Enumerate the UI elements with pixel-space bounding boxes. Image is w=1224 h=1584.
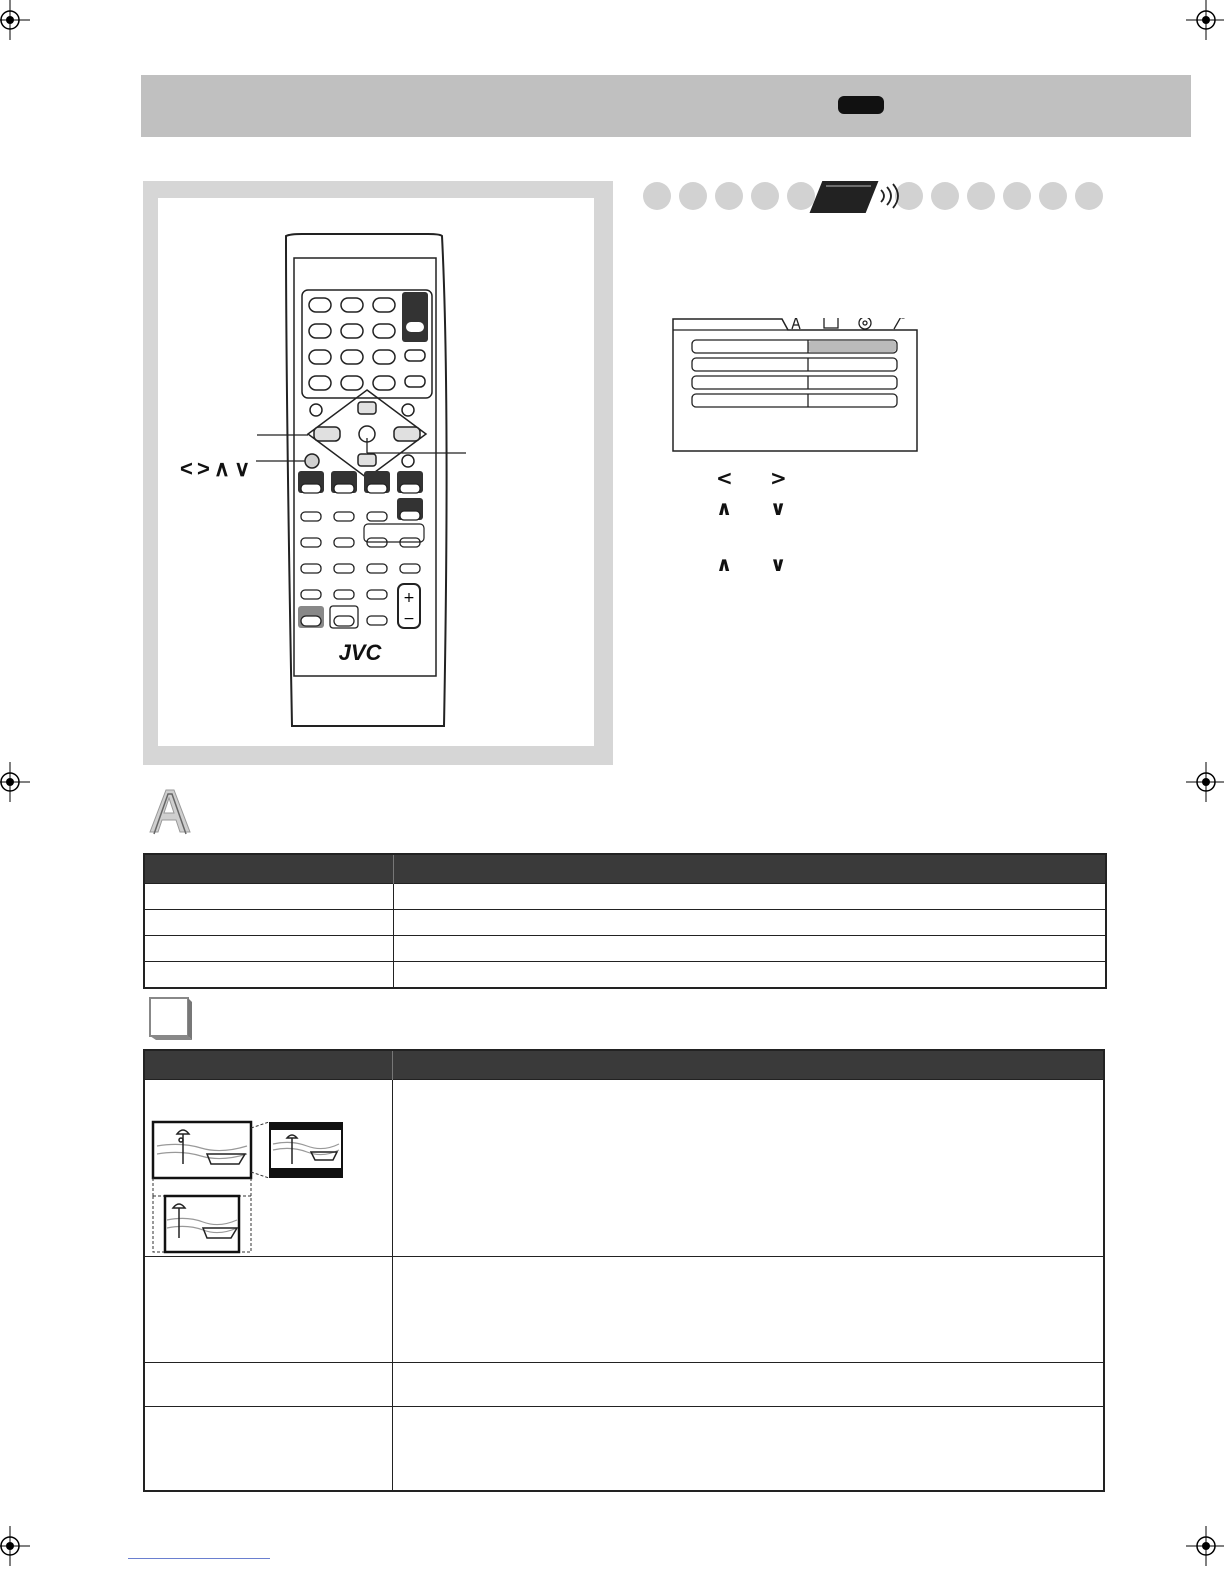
table-row — [144, 1080, 1104, 1257]
table-cell — [392, 1257, 1104, 1363]
table-row — [144, 936, 1106, 962]
step-bubble — [679, 182, 707, 210]
registration-mark-icon — [1186, 0, 1224, 40]
step-bubble — [1039, 182, 1067, 210]
table-row — [144, 1257, 1104, 1363]
progress-steps — [643, 182, 1113, 214]
table-cell — [393, 910, 1106, 936]
language-settings-table — [143, 853, 1107, 989]
table-row — [144, 910, 1106, 936]
step-bubble — [643, 182, 671, 210]
step-bubble — [715, 182, 743, 210]
registration-mark-icon — [0, 0, 30, 40]
remote-brand-logo: JVC — [338, 640, 382, 665]
registration-mark-icon — [1186, 762, 1224, 802]
table-row — [144, 1407, 1104, 1491]
left-arrow-icon: < — [716, 466, 733, 490]
table-row — [144, 884, 1106, 910]
table-cell — [144, 910, 393, 936]
table-cell — [144, 1363, 392, 1407]
right-arrow-icon: > — [770, 466, 787, 490]
up-arrow-icon: ∧ — [716, 552, 733, 576]
remote-cursor-label: < > ∧ ∨ — [180, 456, 250, 481]
table-cell — [392, 1080, 1104, 1257]
table-cell — [392, 1407, 1104, 1491]
table-cell — [392, 1363, 1104, 1407]
footer-rule — [128, 1558, 270, 1559]
table-cell — [144, 1407, 392, 1491]
table-cell — [144, 936, 393, 962]
table-row — [144, 962, 1106, 988]
down-arrow-icon: ∨ — [770, 552, 787, 576]
table-header-row — [144, 1050, 1104, 1080]
registration-mark-icon — [0, 1526, 30, 1566]
remote-signal-icon — [809, 178, 905, 218]
step-bubble — [931, 182, 959, 210]
column-header — [144, 1050, 392, 1080]
up-arrow-icon: ∧ — [716, 496, 733, 520]
column-header — [392, 1050, 1104, 1080]
registration-mark-icon — [0, 762, 30, 802]
table-cell — [393, 962, 1106, 988]
table-cell — [144, 884, 393, 910]
svg-text:+: + — [403, 590, 415, 606]
setup-menu-screen — [672, 318, 918, 452]
language-letter-icon — [146, 786, 194, 836]
table-cell — [144, 1257, 392, 1363]
step-bubble — [751, 182, 779, 210]
svg-text:−: − — [403, 611, 415, 627]
table-row — [144, 1363, 1104, 1407]
column-header — [393, 854, 1106, 884]
header-badge — [838, 96, 884, 114]
step-bubble — [1003, 182, 1031, 210]
step-bubble — [967, 182, 995, 210]
table-cell — [144, 1080, 392, 1257]
picture-settings-table — [143, 1049, 1105, 1492]
header-band — [141, 75, 1191, 137]
table-cell — [393, 936, 1106, 962]
picture-frame-icon — [146, 996, 194, 1042]
table-cell — [144, 962, 393, 988]
aspect-ratio-illustration — [151, 1120, 351, 1256]
registration-mark-icon — [1186, 1526, 1224, 1566]
down-arrow-icon: ∨ — [770, 496, 787, 520]
table-header-row — [144, 854, 1106, 884]
step-bubble — [1075, 182, 1103, 210]
column-header — [144, 854, 393, 884]
table-cell — [393, 884, 1106, 910]
